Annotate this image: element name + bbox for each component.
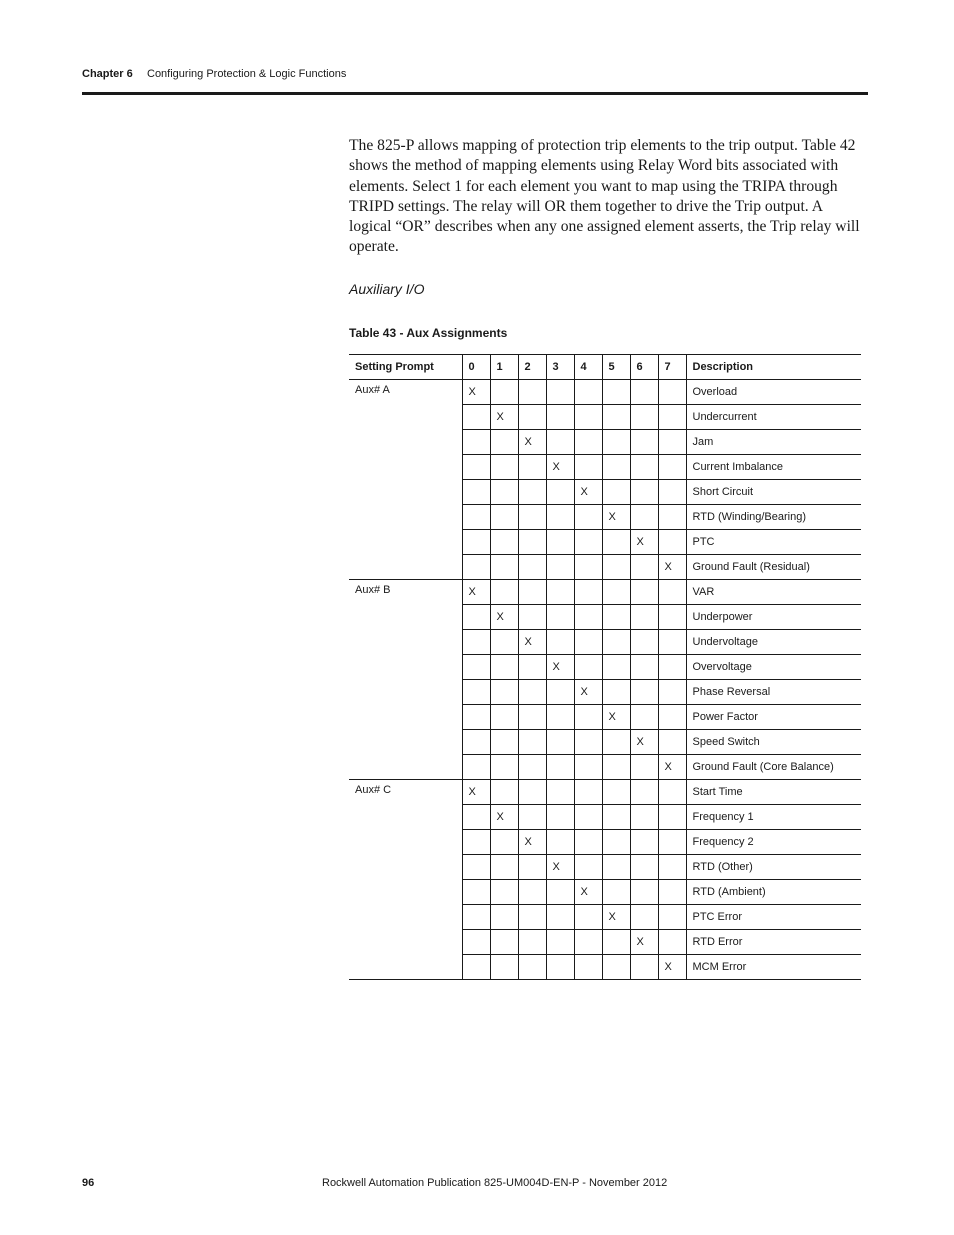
bit-cell xyxy=(518,530,546,555)
bit-cell xyxy=(462,655,490,680)
bit-cell xyxy=(658,655,686,680)
description-cell: Overvoltage xyxy=(686,655,861,680)
description-cell: Undercurrent xyxy=(686,405,861,430)
bit-cell xyxy=(518,680,546,705)
bit-cell xyxy=(574,755,602,780)
bit-cell xyxy=(574,830,602,855)
bit-cell xyxy=(602,930,630,955)
bit-cell xyxy=(658,580,686,605)
bit-cell xyxy=(518,730,546,755)
bit-cell xyxy=(658,730,686,755)
bit-cell xyxy=(574,705,602,730)
description-cell: Jam xyxy=(686,430,861,455)
bit-cell xyxy=(602,955,630,980)
bit-cell xyxy=(602,405,630,430)
bit-cell xyxy=(546,755,574,780)
bit-cell xyxy=(630,780,658,805)
description-cell: Frequency 2 xyxy=(686,830,861,855)
description-cell: Phase Reversal xyxy=(686,680,861,705)
bit-cell xyxy=(630,480,658,505)
bit-cell: X xyxy=(574,680,602,705)
bit-cell xyxy=(546,530,574,555)
bit-cell xyxy=(518,780,546,805)
description-cell: RTD Error xyxy=(686,930,861,955)
bit-cell: X xyxy=(602,905,630,930)
bit-cell xyxy=(490,730,518,755)
table-body xyxy=(349,380,861,980)
description-cell: Underpower xyxy=(686,605,861,630)
bit-cell xyxy=(658,380,686,405)
bit-cell xyxy=(658,530,686,555)
column-header: 5 xyxy=(602,355,630,380)
bit-cell xyxy=(462,605,490,630)
column-header: 3 xyxy=(546,355,574,380)
setting-prompt-cell: Aux# A xyxy=(349,380,462,580)
bit-cell xyxy=(462,480,490,505)
bit-cell xyxy=(546,605,574,630)
bit-cell xyxy=(518,880,546,905)
bit-cell xyxy=(630,555,658,580)
bit-cell xyxy=(490,930,518,955)
bit-cell xyxy=(490,905,518,930)
bit-cell xyxy=(462,505,490,530)
table-row xyxy=(349,580,861,605)
bit-cell xyxy=(630,955,658,980)
bit-cell xyxy=(462,955,490,980)
bit-cell xyxy=(490,880,518,905)
bit-cell xyxy=(574,730,602,755)
bit-cell xyxy=(462,680,490,705)
bit-cell xyxy=(462,830,490,855)
bit-cell xyxy=(490,655,518,680)
bit-cell xyxy=(518,605,546,630)
bit-cell xyxy=(546,505,574,530)
bit-cell: X xyxy=(574,480,602,505)
bit-cell xyxy=(490,430,518,455)
bit-cell xyxy=(658,705,686,730)
bit-cell xyxy=(490,830,518,855)
bit-cell xyxy=(462,555,490,580)
bit-cell: X xyxy=(630,930,658,955)
column-header: Description xyxy=(686,355,861,380)
bit-cell xyxy=(546,555,574,580)
bit-cell xyxy=(546,405,574,430)
bit-cell xyxy=(462,405,490,430)
bit-cell xyxy=(630,455,658,480)
bit-cell: X xyxy=(546,855,574,880)
bit-cell xyxy=(462,455,490,480)
bit-cell: X xyxy=(658,955,686,980)
bit-cell xyxy=(546,680,574,705)
bit-cell xyxy=(658,480,686,505)
bit-cell xyxy=(490,630,518,655)
bit-cell xyxy=(630,380,658,405)
bit-cell xyxy=(630,580,658,605)
bit-cell xyxy=(546,430,574,455)
bit-cell: X xyxy=(574,880,602,905)
bit-cell xyxy=(462,855,490,880)
bit-cell xyxy=(630,405,658,430)
bit-cell: X xyxy=(462,780,490,805)
bit-cell xyxy=(602,580,630,605)
bit-cell xyxy=(546,830,574,855)
bit-cell xyxy=(546,905,574,930)
description-cell: Overload xyxy=(686,380,861,405)
bit-cell xyxy=(546,880,574,905)
bit-cell xyxy=(574,905,602,930)
bit-cell xyxy=(518,705,546,730)
bit-cell xyxy=(546,480,574,505)
bit-cell xyxy=(574,380,602,405)
bit-cell xyxy=(490,855,518,880)
bit-cell: X xyxy=(518,430,546,455)
bit-cell xyxy=(462,805,490,830)
bit-cell xyxy=(630,430,658,455)
bit-cell xyxy=(630,855,658,880)
bit-cell xyxy=(574,855,602,880)
aux-assignments-table xyxy=(349,354,861,980)
bit-cell xyxy=(630,705,658,730)
description-cell: Power Factor xyxy=(686,705,861,730)
description-cell: MCM Error xyxy=(686,955,861,980)
bit-cell: X xyxy=(490,405,518,430)
column-header: 2 xyxy=(518,355,546,380)
chapter-label: Chapter 6 xyxy=(82,68,133,80)
bit-cell xyxy=(658,630,686,655)
bit-cell xyxy=(602,380,630,405)
section-subheading: Auxiliary I/O xyxy=(349,281,425,297)
bit-cell xyxy=(630,605,658,630)
bit-cell xyxy=(658,905,686,930)
bit-cell xyxy=(490,505,518,530)
bit-cell xyxy=(602,780,630,805)
bit-cell xyxy=(518,805,546,830)
bit-cell: X xyxy=(630,730,658,755)
description-cell: Frequency 1 xyxy=(686,805,861,830)
bit-cell xyxy=(462,755,490,780)
bit-cell xyxy=(602,805,630,830)
bit-cell xyxy=(658,405,686,430)
bit-cell xyxy=(518,405,546,430)
bit-cell xyxy=(658,805,686,830)
bit-cell xyxy=(518,505,546,530)
bit-cell xyxy=(602,880,630,905)
bit-cell xyxy=(546,730,574,755)
chapter-title: Configuring Protection & Logic Functions xyxy=(147,68,347,80)
bit-cell xyxy=(518,905,546,930)
bit-cell xyxy=(518,455,546,480)
bit-cell xyxy=(602,680,630,705)
bit-cell xyxy=(574,555,602,580)
bit-cell xyxy=(574,955,602,980)
setting-prompt-cell: Aux# B xyxy=(349,580,462,780)
bit-cell xyxy=(546,805,574,830)
bit-cell xyxy=(574,580,602,605)
bit-cell xyxy=(602,605,630,630)
bit-cell: X xyxy=(462,580,490,605)
bit-cell xyxy=(546,930,574,955)
bit-cell xyxy=(518,380,546,405)
bit-cell xyxy=(658,880,686,905)
bit-cell xyxy=(658,430,686,455)
bit-cell xyxy=(658,780,686,805)
column-header: 0 xyxy=(462,355,490,380)
bit-cell xyxy=(490,680,518,705)
column-header: Setting Prompt xyxy=(349,355,462,380)
bit-cell xyxy=(490,555,518,580)
description-cell: Speed Switch xyxy=(686,730,861,755)
bit-cell xyxy=(630,680,658,705)
bit-cell xyxy=(462,930,490,955)
bit-cell xyxy=(602,480,630,505)
description-cell: Ground Fault (Core Balance) xyxy=(686,755,861,780)
bit-cell xyxy=(602,730,630,755)
page-number: 96 xyxy=(82,1177,95,1189)
bit-cell: X xyxy=(490,805,518,830)
description-cell: RTD (Winding/Bearing) xyxy=(686,505,861,530)
bit-cell xyxy=(658,605,686,630)
bit-cell xyxy=(518,930,546,955)
bit-cell xyxy=(574,630,602,655)
bit-cell xyxy=(630,630,658,655)
description-cell: PTC Error xyxy=(686,905,861,930)
setting-prompt-cell: Aux# C xyxy=(349,780,462,980)
bit-cell xyxy=(630,880,658,905)
bit-cell xyxy=(658,830,686,855)
description-cell: VAR xyxy=(686,580,861,605)
bit-cell: X xyxy=(490,605,518,630)
bit-cell xyxy=(518,580,546,605)
bit-cell xyxy=(602,830,630,855)
bit-cell xyxy=(658,455,686,480)
bit-cell xyxy=(574,780,602,805)
table-row xyxy=(349,380,861,405)
bit-cell xyxy=(490,480,518,505)
bit-cell xyxy=(462,705,490,730)
bit-cell xyxy=(602,755,630,780)
column-header: 6 xyxy=(630,355,658,380)
bit-cell xyxy=(546,955,574,980)
bit-cell xyxy=(602,430,630,455)
bit-cell xyxy=(602,530,630,555)
bit-cell xyxy=(490,780,518,805)
bit-cell xyxy=(574,455,602,480)
description-cell: PTC xyxy=(686,530,861,555)
bit-cell xyxy=(630,905,658,930)
bit-cell xyxy=(546,780,574,805)
bit-cell: X xyxy=(658,755,686,780)
bit-cell xyxy=(490,380,518,405)
bit-cell xyxy=(574,430,602,455)
bit-cell xyxy=(546,630,574,655)
bit-cell: X xyxy=(518,830,546,855)
bit-cell: X xyxy=(602,705,630,730)
description-cell: Ground Fault (Residual) xyxy=(686,555,861,580)
column-header: 4 xyxy=(574,355,602,380)
bit-cell: X xyxy=(546,655,574,680)
bit-cell xyxy=(518,955,546,980)
bit-cell xyxy=(574,655,602,680)
description-cell: Start Time xyxy=(686,780,861,805)
bit-cell xyxy=(518,755,546,780)
bit-cell xyxy=(574,530,602,555)
description-cell: Current Imbalance xyxy=(686,455,861,480)
bit-cell xyxy=(658,505,686,530)
bit-cell xyxy=(546,380,574,405)
table-row xyxy=(349,780,861,805)
table-header-row xyxy=(349,355,861,380)
bit-cell xyxy=(546,705,574,730)
bit-cell xyxy=(602,630,630,655)
bit-cell: X xyxy=(658,555,686,580)
bit-cell xyxy=(574,605,602,630)
bit-cell xyxy=(630,830,658,855)
bit-cell xyxy=(630,505,658,530)
bit-cell xyxy=(462,630,490,655)
bit-cell xyxy=(602,555,630,580)
bit-cell xyxy=(658,930,686,955)
bit-cell xyxy=(630,805,658,830)
bit-cell xyxy=(462,905,490,930)
bit-cell xyxy=(518,480,546,505)
bit-cell xyxy=(462,530,490,555)
bit-cell: X xyxy=(462,380,490,405)
bit-cell xyxy=(602,855,630,880)
bit-cell: X xyxy=(602,505,630,530)
bit-cell xyxy=(574,405,602,430)
body-paragraph: The 825-P allows mapping of protection trip elements to the trip output. Table 42 shows the method of mapping elements using Relay Word bits associated with elements. Select 1 for each element you want to map using the TRIPA through TRIPD settings. The relay will OR them together to drive the Trip output. A logical “OR” describes when any one assigned element asserts, the Trip relay will operate. xyxy=(349,137,860,256)
bit-cell xyxy=(490,455,518,480)
bit-cell xyxy=(518,555,546,580)
bit-cell xyxy=(518,655,546,680)
description-cell: Short Circuit xyxy=(686,480,861,505)
bit-cell xyxy=(574,930,602,955)
bit-cell xyxy=(462,430,490,455)
bit-cell xyxy=(602,655,630,680)
description-cell: RTD (Ambient) xyxy=(686,880,861,905)
description-cell: RTD (Other) xyxy=(686,855,861,880)
bit-cell xyxy=(602,455,630,480)
bit-cell xyxy=(658,855,686,880)
bit-cell xyxy=(490,705,518,730)
bit-cell xyxy=(574,505,602,530)
column-header: 7 xyxy=(658,355,686,380)
bit-cell xyxy=(630,655,658,680)
bit-cell xyxy=(574,805,602,830)
column-header: 1 xyxy=(490,355,518,380)
bit-cell xyxy=(490,955,518,980)
bit-cell: X xyxy=(518,630,546,655)
bit-cell xyxy=(462,730,490,755)
bit-cell xyxy=(490,580,518,605)
bit-cell xyxy=(518,855,546,880)
table-caption: Table 43 - Aux Assignments xyxy=(349,326,508,340)
bit-cell: X xyxy=(546,455,574,480)
publication-info: Rockwell Automation Publication 825-UM004D-EN-P - November 2012 xyxy=(322,1177,668,1189)
bit-cell xyxy=(630,755,658,780)
page-header xyxy=(82,66,868,95)
bit-cell xyxy=(546,580,574,605)
bit-cell: X xyxy=(630,530,658,555)
bit-cell xyxy=(658,680,686,705)
description-cell: Undervoltage xyxy=(686,630,861,655)
bit-cell xyxy=(490,530,518,555)
bit-cell xyxy=(490,755,518,780)
bit-cell xyxy=(462,880,490,905)
